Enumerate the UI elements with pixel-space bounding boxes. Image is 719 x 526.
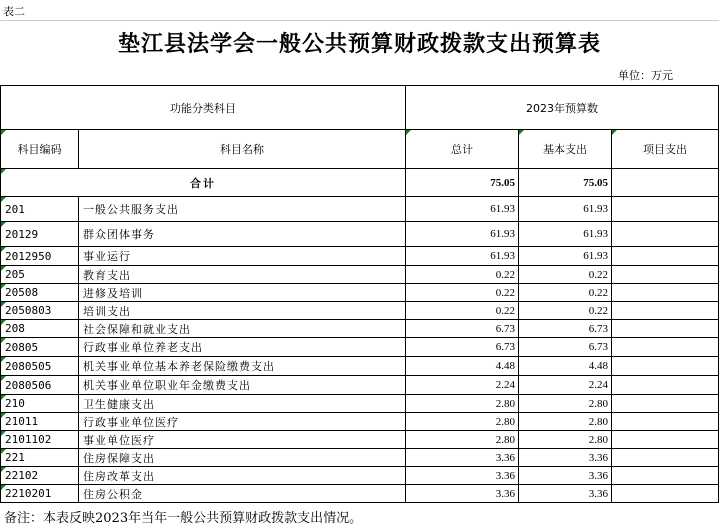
row-code: 2050803 (1, 302, 79, 320)
row-total: 61.93 (406, 222, 519, 247)
table-row (1, 266, 719, 284)
row-basic: 61.93 (519, 197, 612, 222)
row-basic: 0.22 (519, 266, 612, 284)
table-row (1, 284, 719, 302)
row-name: 行政事业单位医疗 (79, 413, 406, 431)
row-project (612, 449, 719, 467)
header-code: 科目编码 (1, 130, 79, 169)
row-basic: 3.36 (519, 449, 612, 467)
header-basic: 基本支出 (519, 130, 612, 169)
row-code: 2210201 (1, 485, 79, 503)
footnote: 备注：本表反映2023年当年一般公共预算财政拨款支出情况。 (4, 511, 363, 526)
table-row (1, 302, 719, 320)
row-code: 2080506 (1, 376, 79, 395)
row-total: 6.73 (406, 338, 519, 357)
row-basic: 0.22 (519, 302, 612, 320)
row-total: 0.22 (406, 302, 519, 320)
row-total: 2.24 (406, 376, 519, 395)
table-row (1, 395, 719, 413)
row-total: 4.48 (406, 357, 519, 376)
row-name: 住房改革支出 (79, 467, 406, 485)
total-basic: 75.05 (519, 169, 612, 197)
row-name: 社会保障和就业支出 (79, 320, 406, 338)
row-project (612, 413, 719, 431)
unit-label: 单位：万元 (618, 69, 673, 82)
row-total: 2.80 (406, 431, 519, 449)
row-code: 201 (1, 197, 79, 222)
row-code: 22102 (1, 467, 79, 485)
row-project (612, 376, 719, 395)
table-row (1, 485, 719, 503)
row-code: 2080505 (1, 357, 79, 376)
row-name: 一般公共服务支出 (79, 197, 406, 222)
total-row (1, 169, 719, 197)
header-name: 科目名称 (79, 130, 406, 169)
row-basic: 2.80 (519, 413, 612, 431)
table-row (1, 449, 719, 467)
row-code: 205 (1, 266, 79, 284)
budget-table (0, 85, 719, 503)
row-code: 20805 (1, 338, 79, 357)
row-name: 培训支出 (79, 302, 406, 320)
row-code: 221 (1, 449, 79, 467)
row-code: 21011 (1, 413, 79, 431)
row-project (612, 197, 719, 222)
row-name: 进修及培训 (79, 284, 406, 302)
table-row (1, 197, 719, 222)
row-name: 机关事业单位基本养老保险缴费支出 (79, 357, 406, 376)
row-name: 教育支出 (79, 266, 406, 284)
table-caption: 表二 (3, 5, 25, 18)
header-row-group (1, 86, 719, 130)
total-project (612, 169, 719, 197)
row-basic: 61.93 (519, 247, 612, 266)
page-title: 垫江县法学会一般公共预算财政拨款支出预算表 (117, 31, 601, 57)
row-total: 3.36 (406, 449, 519, 467)
row-name: 群众团体事务 (79, 222, 406, 247)
table-row (1, 376, 719, 395)
row-project (612, 338, 719, 357)
row-name: 住房公积金 (79, 485, 406, 503)
total-total: 75.05 (406, 169, 519, 197)
row-name: 机关事业单位职业年金缴费支出 (79, 376, 406, 395)
row-code: 20508 (1, 284, 79, 302)
header-row-columns (1, 130, 719, 169)
row-project (612, 284, 719, 302)
row-project (612, 467, 719, 485)
row-basic: 2.80 (519, 395, 612, 413)
row-total: 0.22 (406, 266, 519, 284)
row-project (612, 247, 719, 266)
header-budget-year: 2023年预算数 (406, 86, 719, 130)
row-basic: 3.36 (519, 467, 612, 485)
header-function-category: 功能分类科目 (1, 86, 406, 130)
row-name: 事业单位医疗 (79, 431, 406, 449)
row-code: 208 (1, 320, 79, 338)
row-project (612, 266, 719, 284)
row-name: 住房保障支出 (79, 449, 406, 467)
row-name: 事业运行 (79, 247, 406, 266)
table-row (1, 222, 719, 247)
row-project (612, 357, 719, 376)
row-name: 行政事业单位养老支出 (79, 338, 406, 357)
row-basic: 2.80 (519, 431, 612, 449)
row-code: 20129 (1, 222, 79, 247)
row-total: 61.93 (406, 247, 519, 266)
header-total: 总计 (406, 130, 519, 169)
row-basic: 2.24 (519, 376, 612, 395)
table-row (1, 247, 719, 266)
sheet-gridline (0, 20, 719, 21)
row-basic: 6.73 (519, 320, 612, 338)
row-total: 3.36 (406, 467, 519, 485)
table-row (1, 320, 719, 338)
row-total: 0.22 (406, 284, 519, 302)
row-basic: 4.48 (519, 357, 612, 376)
table-row (1, 467, 719, 485)
row-code: 2101102 (1, 431, 79, 449)
row-project (612, 431, 719, 449)
row-project (612, 395, 719, 413)
row-basic: 3.36 (519, 485, 612, 503)
row-project (612, 222, 719, 247)
row-total: 3.36 (406, 485, 519, 503)
row-name: 卫生健康支出 (79, 395, 406, 413)
row-project (612, 320, 719, 338)
row-total: 61.93 (406, 197, 519, 222)
row-basic: 0.22 (519, 284, 612, 302)
table-row (1, 431, 719, 449)
row-total: 2.80 (406, 395, 519, 413)
table-row (1, 357, 719, 376)
row-total: 2.80 (406, 413, 519, 431)
header-project: 项目支出 (612, 130, 719, 169)
row-basic: 61.93 (519, 222, 612, 247)
row-project (612, 302, 719, 320)
row-basic: 6.73 (519, 338, 612, 357)
table-row (1, 413, 719, 431)
row-code: 2012950 (1, 247, 79, 266)
table-row (1, 338, 719, 357)
row-project (612, 485, 719, 503)
row-total: 6.73 (406, 320, 519, 338)
row-code: 210 (1, 395, 79, 413)
total-label: 合计 (1, 169, 406, 197)
